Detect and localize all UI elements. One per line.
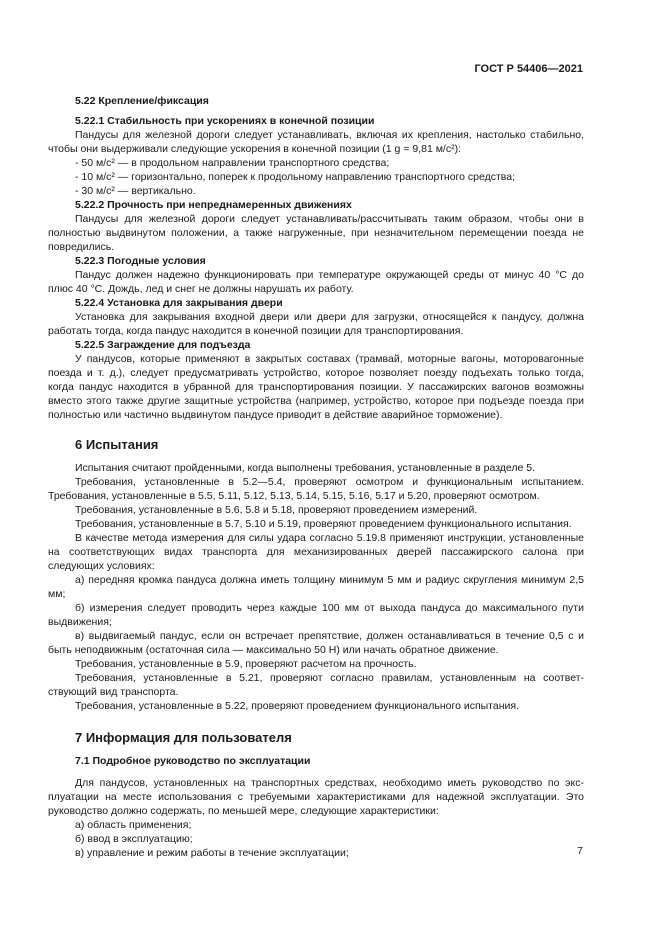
section-7-1-text: Для пандусов, установленных на транспортных средствах, необходимо иметь руководство по эксплуатации на месте использования с требуемыми характеристиками для надежной эксплуатации. Это руководство должно содержать, по меньшей мере, следующие характеристики:	[48, 777, 584, 817]
section-5-22-5-text: У пандусов, которые применяют в закрытых составах (трамвай, моторные вагоны, моторовагонные поезда и т. д.), следует предусматривать устройство, которое позволяет поезду подъехать только тогда, когда пандус находится в убранной для транспортирования позиции. У пассажирских вагонов возможны вместо этого также другие защитные устройства (например, устройство, которое при подъезде поезда при полностью или частично выдвинутом пандусе приводит в действие аварийное торможение).	[48, 353, 584, 421]
section-6-paragraph: Испытания считают пройденными, когда выполнены требования, установленные в разделе 5.	[75, 462, 536, 474]
section-6-paragraph: Требования, установленные в 5.6, 5.8 и 5.18, проверяют проведением измерений.	[75, 504, 478, 516]
section-7-1-heading: 7.1 Подробное руководство по эксплуатации	[75, 755, 311, 767]
section-6-paragraph: Требования, установленные в 5.21, проверяют согласно правилам, установленным на соответствующий вид транспорта.	[48, 672, 584, 698]
list-item: в) управление и режим работы в течение эксплуатации;	[75, 847, 349, 859]
section-5-22-3-text: Пандус должен надежно функционировать при температуре окружающей среды от минус 40 °С до плюс 40 °С. Дождь, лед и снег не должны нарушать их работу.	[48, 269, 584, 295]
list-item: - 30 м/с² — вертикально.	[75, 185, 196, 197]
section-5-22-3-heading: 5.22.3 Погодные условия	[75, 255, 206, 267]
section-5-22-5-heading: 5.22.5 Заграждение для подъезда	[75, 339, 251, 351]
section-5-22-1-text: Пандусы для железной дороги следует устанавливать, включая их крепления, настолько стабильно, чтобы они выдерживали следующие ускорения в конечной позиции (1 g = 9,81 м/с²):	[48, 129, 584, 155]
section-5-22-1-heading: 5.22.1 Стабильность при ускорениях в конечной позиции	[75, 115, 375, 127]
list-item: а) область применения;	[75, 819, 192, 831]
section-6-paragraph: Требования, установленные в 5.22, проверяют проведением функционального испытания.	[75, 700, 519, 712]
section-6-paragraph: В качестве метода измерения для силы удара согласно 5.19.8 применяют инструкции, установленные на соответствующих видах транспорта для механизированных дверей пассажирского салона при следующих условиях:	[48, 532, 584, 572]
section-5-22-2-heading: 5.22.2 Прочность при непреднамеренных движениях	[75, 199, 352, 211]
standard-code: ГОСТ Р 54406—2021	[474, 63, 583, 75]
section-5-22-2-text: Пандусы для железной дороги следует устанавливать/рассчитывать таким образом, чтобы они в полностью выдвинутом положении, а также нагруженные, при незначительном перемещении поезда не повредились.	[48, 213, 584, 253]
section-6-paragraph: Требования, установленные в 5.2—5.4, проверяют осмотром и функциональным испытанием. Требования, установленные в 5.5, 5.11, 5.12, 5.13, 5.14, 5.15, 5.16, 5.17 и 5.20, проверяют осмотром.	[48, 476, 584, 502]
section-6-list-item: б) измерения следует проводить через каждые 100 мм от выхода пандуса до максимального пути выдвижения;	[48, 602, 584, 628]
section-6-list-item: а) передняя кромка пандуса должна иметь толщину минимум 5 мм и радиус скругления минимум 2,5 мм;	[48, 574, 584, 600]
section-5-22-4-heading: 5.22.4 Установка для закрывания двери	[75, 297, 283, 309]
list-item: - 50 м/с² — в продольном направлении транспортного средства;	[75, 157, 390, 169]
section-6-paragraph: Требования, установленные в 5.7, 5.10 и 5.19, проверяют проведением функционального испытания.	[75, 518, 572, 530]
page-number: 7	[577, 845, 583, 857]
page-content	[48, 92, 584, 860]
section-6-heading: 6 Испытания	[75, 437, 159, 452]
list-item: б) ввод в эксплуатацию;	[75, 833, 193, 845]
section-5-22-4-text: Установка для закрывания входной двери или двери для загрузки, относящейся к пандусу, должна работать тогда, когда пандус находится в конечной позиции для транспортирования.	[48, 311, 584, 337]
section-6-paragraph: Требования, установленные в 5.9, проверяют расчетом на прочность.	[75, 658, 417, 670]
list-item: - 10 м/с² — горизонтально, поперек к продольному направлению транспортного средства;	[75, 171, 516, 183]
section-6-list-item: в) выдвигаемый пандус, если он встречает препятствие, должен останавливаться в течение 0,5 с и быть неподвижным (остаточная сила — максимально 50 Н) или начать обратное движение.	[48, 630, 584, 656]
section-5-22-heading: 5.22 Крепление/фиксация	[75, 95, 209, 107]
section-7-heading: 7 Информация для пользователя	[75, 730, 292, 745]
